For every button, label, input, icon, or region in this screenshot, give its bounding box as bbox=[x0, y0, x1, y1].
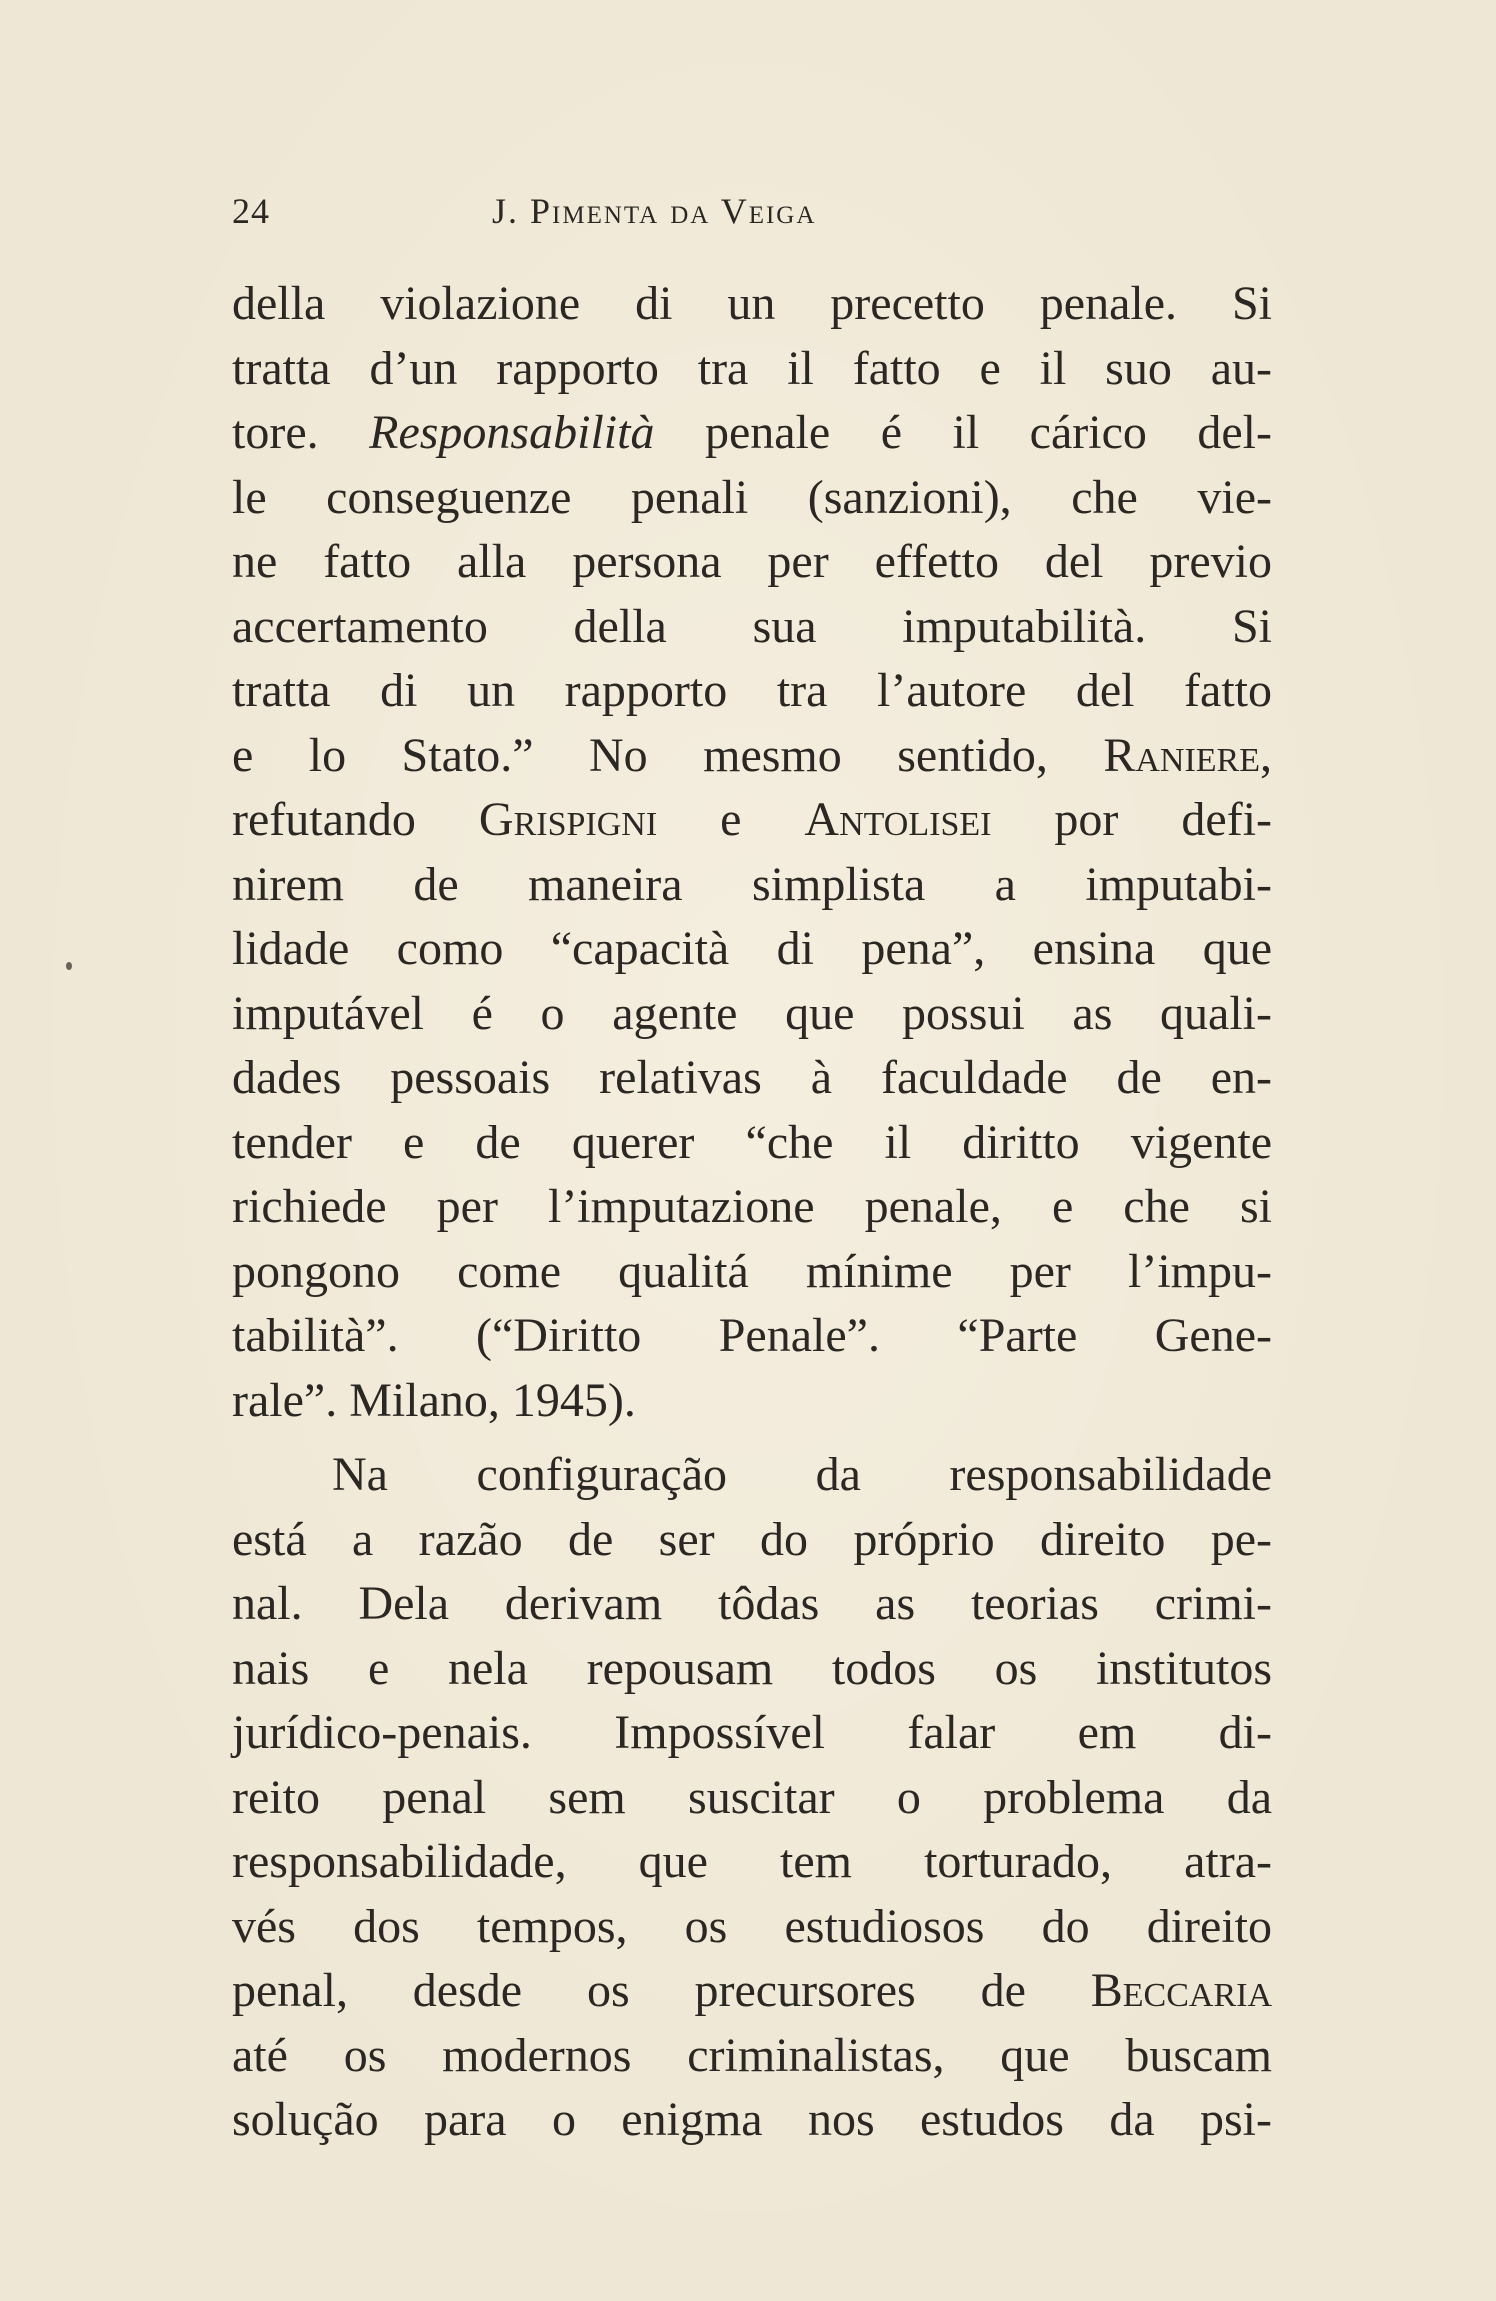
text-run: e lo Stato.” No mesmo sentido, bbox=[232, 728, 1104, 782]
text-line: tratta d’un rapporto tra il fatto e il suo au- bbox=[232, 341, 1272, 395]
text-line: imputável é o agente que possui as quali- bbox=[232, 986, 1272, 1040]
text-line: nal. Dela derivam tôdas as teorias crimi- bbox=[232, 1577, 1272, 1630]
text-run: penal, desde os precursores de bbox=[232, 1964, 1091, 2017]
page-number: 24 bbox=[232, 191, 270, 231]
text-run: penale é il cárico del- bbox=[654, 406, 1272, 459]
text-run: tore. bbox=[232, 406, 370, 459]
text-line: tender e de querer “che il diritto vigente bbox=[232, 1115, 1272, 1169]
text-line: lidade como “capacità di pena”, ensina que bbox=[232, 922, 1272, 975]
running-head bbox=[232, 190, 1332, 240]
text-line: até os modernos criminalistas, que buscam bbox=[232, 2028, 1272, 2082]
text-line: ne fatto alla persona per effetto del previo bbox=[232, 535, 1272, 588]
text-line: nirem de maneira simplista a imputabi- bbox=[232, 857, 1272, 911]
paragraph bbox=[232, 272, 1272, 1433]
text-line: tratta di un rapporto tra l’autore del fatto bbox=[232, 664, 1272, 717]
paragraph-gap bbox=[232, 1433, 1272, 1443]
text-run: e bbox=[657, 793, 805, 846]
italic-term: Responsabilità bbox=[369, 406, 655, 459]
text-line: está a razão de ser do próprio direito pe- bbox=[232, 1512, 1272, 1566]
text-line bbox=[232, 724, 1272, 789]
text-run: , bbox=[1260, 728, 1272, 782]
author-name: Antolisei bbox=[804, 793, 992, 846]
body-text bbox=[232, 272, 1272, 2153]
text-line: le conseguenze penali (sanzioni), che vie- bbox=[232, 470, 1272, 524]
text-line: responsabilidade, que tem torturado, atra- bbox=[232, 1835, 1272, 1888]
author-name: Beccaria bbox=[1090, 1964, 1272, 2017]
text-line: pongono come qualitá mínime per l’impu- bbox=[232, 1244, 1272, 1298]
author-name: Grispigni bbox=[478, 793, 658, 846]
paragraph bbox=[232, 1443, 1272, 2153]
text-line: accertamento della sua imputabilità. Si bbox=[232, 599, 1272, 653]
text-line: vés dos tempos, os estudiosos do direito bbox=[232, 1899, 1272, 1953]
text-line: solução para o enigma nos estudos da psi- bbox=[232, 2093, 1272, 2146]
text-line: reito penal sem suscitar o problema da bbox=[232, 1770, 1272, 1824]
text-run: refutando bbox=[232, 793, 479, 846]
text-line bbox=[232, 1959, 1272, 2024]
text-line: richiede per l’imputazione penale, e che si bbox=[232, 1180, 1272, 1233]
running-title: J. Pimenta da Veiga bbox=[492, 191, 817, 231]
text-line bbox=[232, 401, 1272, 466]
text-line: nais e nela repousam todos os institutos bbox=[232, 1641, 1272, 1695]
margin-dot-mark bbox=[66, 962, 72, 970]
text-line: dades pessoais relativas à faculdade de en- bbox=[232, 1051, 1272, 1104]
text-line bbox=[232, 788, 1272, 853]
text-line: tabilità”. (“Diritto Penale”. “Parte Gene- bbox=[232, 1309, 1272, 1362]
author-name: Raniere bbox=[1103, 728, 1260, 782]
text-line: jurídico-penais. Impossível falar em di- bbox=[232, 1706, 1272, 1759]
text-line: rale”. Milano, 1945). bbox=[232, 1373, 636, 1427]
text-run: por defi- bbox=[991, 793, 1273, 846]
text-line: Na configuração da responsabilidade bbox=[332, 1448, 1272, 1501]
text-line: della violazione di un precetto penale. Si bbox=[232, 277, 1272, 330]
